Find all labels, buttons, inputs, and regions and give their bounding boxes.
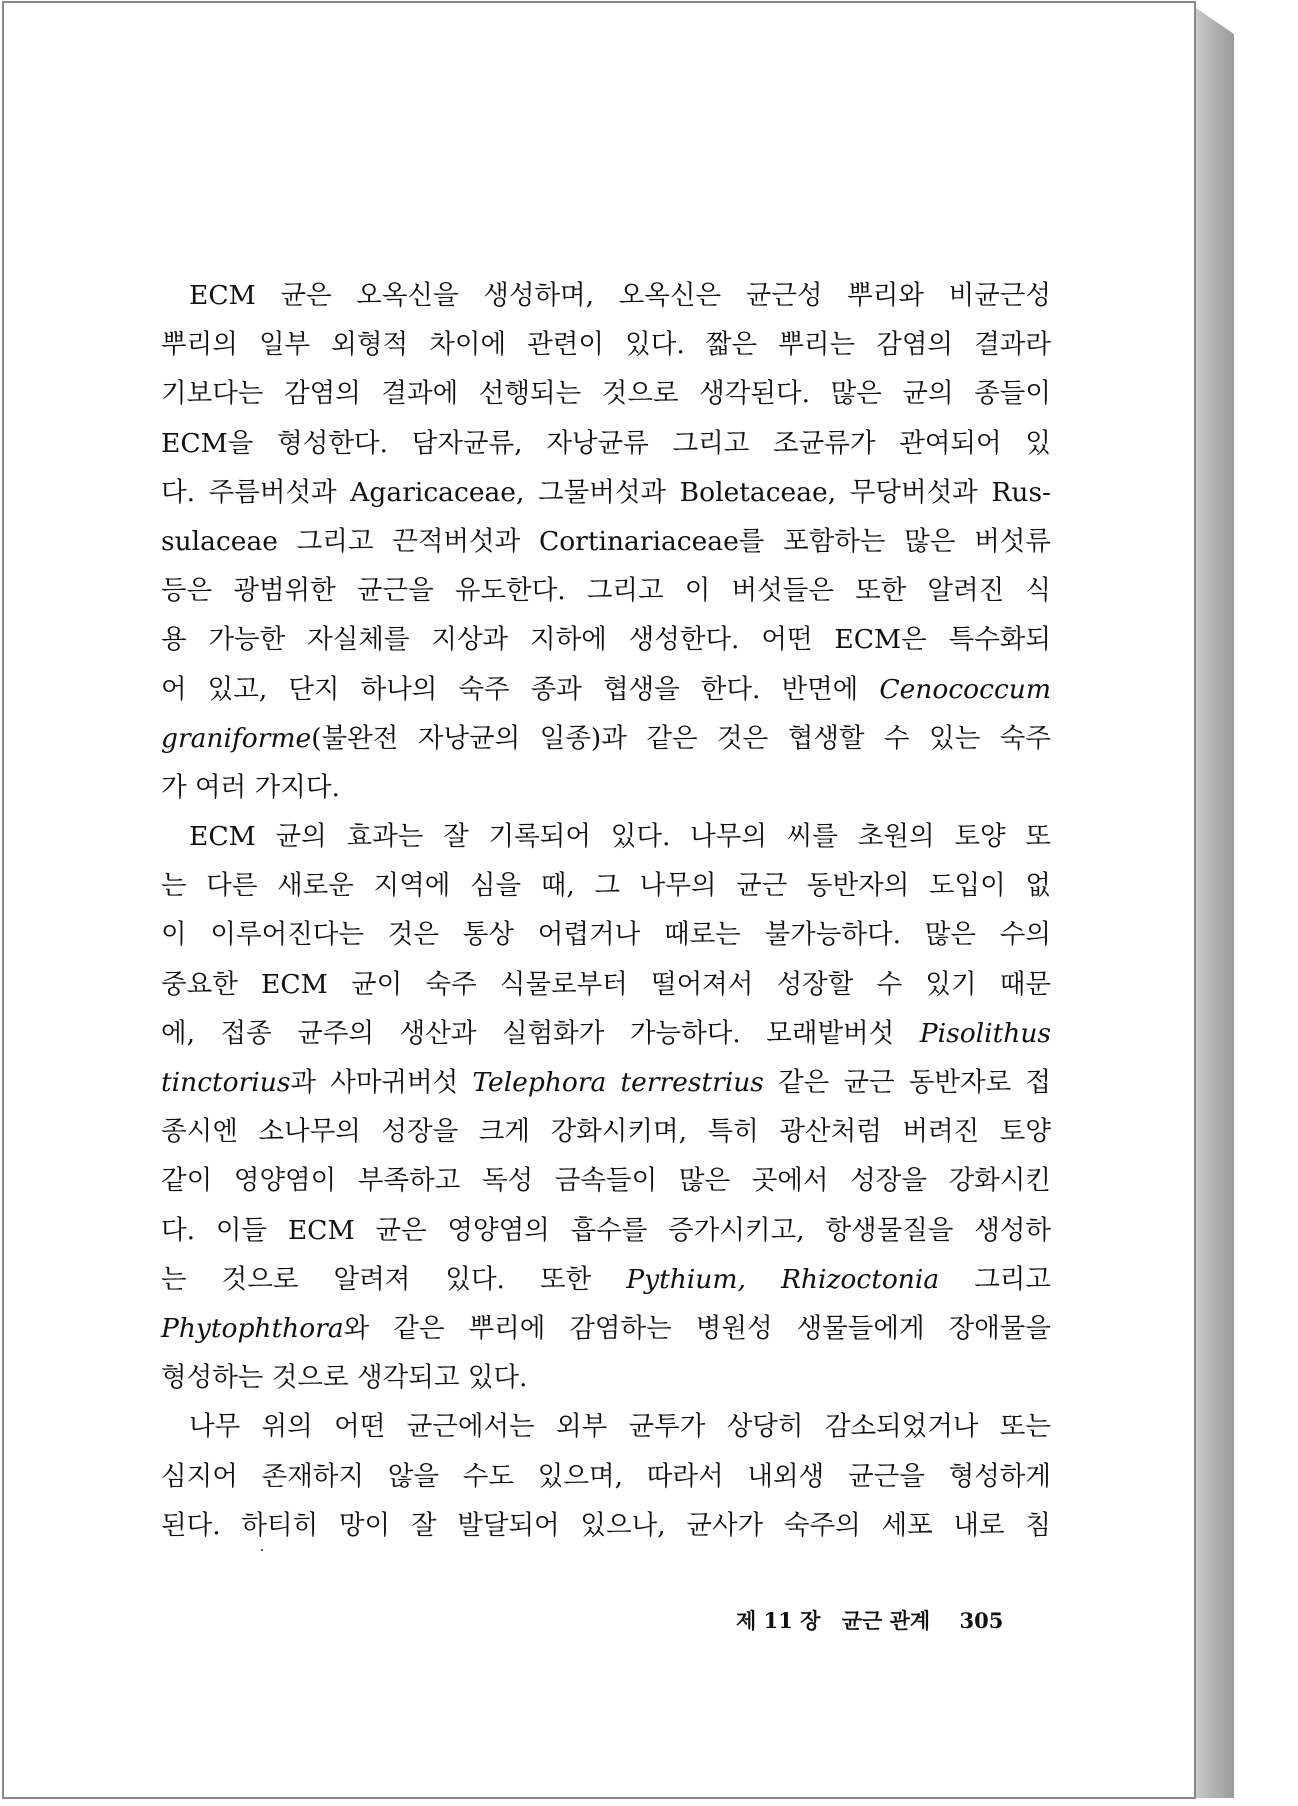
- book-page-edge: [1196, 8, 1234, 1798]
- paragraph-ectendomycorrhiza: [161, 1402, 1051, 1550]
- text-run: 와 같은 뿌리에 감염하는 병원성 생물들에게 장애물을: [343, 1312, 1051, 1344]
- text-run: 같은 균근 동반자로 접: [763, 1067, 1051, 1098]
- paragraph-ecm-auxin: [161, 271, 1051, 812]
- text-line: 나무 위의 어떤 균근에서는 외부 균투가 상당히 감소되었거나 또는: [189, 1411, 1051, 1443]
- text-line: 다. 이들 ECM 균은 영양염의 흡수를 증가시키고, 항생물질을 생성하: [161, 1214, 1051, 1246]
- species-name-italic: Pythium, Rhizoctonia: [626, 1263, 940, 1295]
- text-line: 기보다는 감염의 결과에 선행되는 것으로 생각된다. 많은 균의 종들이: [161, 378, 1051, 410]
- chapter-title: 균근 관계: [841, 1608, 931, 1633]
- text-line: ECM을 형성한다. 담자균류, 자낭균류 그리고 조균류가 관여되어 있: [161, 427, 1051, 459]
- text-run: 는 것으로 알려져 있다. 또한: [161, 1263, 627, 1295]
- species-name-italic: Phytophthora: [161, 1312, 344, 1344]
- running-footer: [736, 1605, 1003, 1635]
- text-line: ECM 균은 오옥신을 생성하며, 오옥신은 균근성 뿌리와 비균근성: [189, 280, 1051, 311]
- text-line: 용 가능한 자실체를 지상과 지하에 생성한다. 어떤 ECM은 특수화되: [161, 624, 1051, 656]
- species-name-italic: graniforme: [161, 722, 312, 754]
- species-name-italic: tinctorius: [161, 1067, 291, 1098]
- text-run: (불완전 자낭균의 일종)과 같은 것은 협생할 수 있는 숙주: [311, 722, 1051, 754]
- text-line: sulaceae 그리고 끈적버섯과 Cortinariaceae를 포함하는 많은 버섯류: [161, 525, 1051, 557]
- text-run: 그리고: [939, 1263, 1052, 1295]
- text-line: ECM 균의 효과는 잘 기록되어 있다. 나무의 씨를 초원의 토양 또: [189, 821, 1051, 853]
- species-name-italic: Telephora terrestrius: [472, 1067, 764, 1098]
- text-line: 종시엔 소나무의 성장을 크게 강화시키며, 특히 광산처럼 버려진 토양: [161, 1116, 1051, 1148]
- page-body-text: [161, 271, 1051, 1550]
- scan-speck: [261, 1549, 263, 1551]
- text-line: 된다. 하티히 망이 잘 발달되어 있으나, 균사가 숙주의 세포 내로 침: [161, 1509, 1051, 1541]
- text-line: 는 다른 새로운 지역에 심을 때, 그 나무의 균근 동반자의 도입이 없: [161, 870, 1051, 902]
- text-line: 가 여러 가지다.: [161, 771, 340, 803]
- text-line: 다. 주름버섯과 Agaricaceae, 그물버섯과 Boletaceae, 무당버섯과 Rus-: [161, 476, 1051, 508]
- page-number: 305: [959, 1608, 1004, 1633]
- text-line: [161, 665, 1051, 714]
- text-line: [161, 1058, 1051, 1107]
- text-line: 뿌리의 일부 외형적 차이에 관련이 있다. 짧은 뿌리는 감염의 결과라: [161, 329, 1051, 361]
- chapter-label: 제 11 장: [736, 1608, 821, 1633]
- text-run: 에, 접종 균주의 생산과 실험화가 가능하다. 모래밭버섯: [161, 1017, 920, 1049]
- paragraph-ecm-effects: [161, 812, 1051, 1402]
- text-line: 이 이루어진다는 것은 통상 어렵거나 때로는 불가능하다. 많은 수의: [161, 919, 1051, 951]
- species-name-italic: Cenococcum: [879, 673, 1051, 705]
- text-line: 심지어 존재하지 않을 수도 있으며, 따라서 내외생 균근을 형성하게: [161, 1460, 1051, 1492]
- text-line: 등은 광범위한 균근을 유도한다. 그리고 이 버섯들은 또한 알려진 식: [161, 575, 1051, 607]
- book-page: [2, 1, 1196, 1799]
- species-name-italic: Pisolithus: [919, 1017, 1051, 1049]
- text-run: 과 사마귀버섯: [290, 1067, 473, 1098]
- text-line: [161, 1255, 1051, 1304]
- text-line: 중요한 ECM 균이 숙주 식물로부터 떨어져서 성장할 수 있기 때문: [161, 968, 1051, 1000]
- text-run: 어 있고, 단지 하나의 숙주 종과 협생을 한다. 반면에: [161, 673, 880, 705]
- text-line: 같이 영양염이 부족하고 독성 금속들이 많은 곳에서 성장을 강화시킨: [161, 1165, 1051, 1197]
- text-line: [161, 714, 1051, 763]
- text-line: [161, 1009, 1051, 1058]
- text-line: 형성하는 것으로 생각되고 있다.: [161, 1362, 528, 1394]
- text-line: [161, 1304, 1051, 1353]
